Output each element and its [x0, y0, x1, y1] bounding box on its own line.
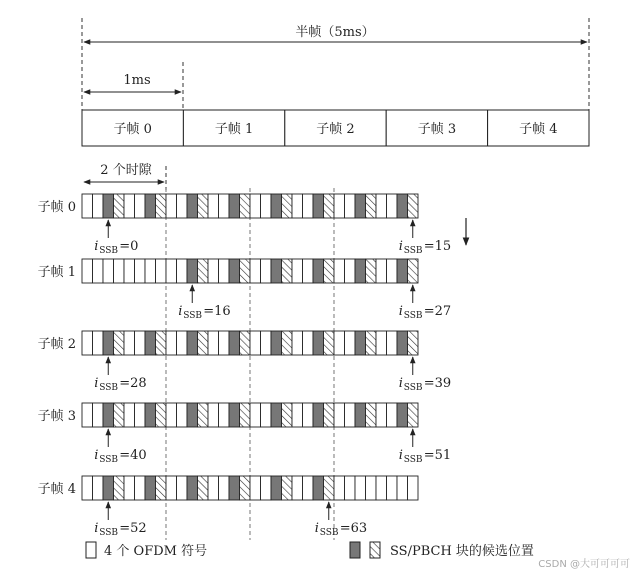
ssb-candidate-cell [324, 194, 335, 218]
ofdm-symbol-cell [408, 476, 419, 500]
issb-subscript: SSB [403, 246, 423, 256]
ssb-candidate-cell [355, 331, 366, 355]
ofdm-symbol-cell [82, 194, 93, 218]
ssb-candidate-cell [355, 403, 366, 427]
ofdm-symbol-cell [397, 476, 408, 500]
ssb-candidate-cell [324, 331, 335, 355]
ssb-candidate-cell [229, 259, 240, 283]
subframe-row [38, 259, 418, 283]
issb-symbol: i [398, 304, 403, 319]
issb-value: =15 [423, 239, 452, 254]
issb-annotation [399, 357, 451, 393]
ofdm-symbol-cell [387, 403, 398, 427]
ofdm-symbol-cell [334, 403, 345, 427]
ssb-candidate-cell [156, 476, 167, 500]
ofdm-symbol-cell [93, 476, 104, 500]
issb-symbol: i [94, 448, 99, 463]
ssb-candidate-cell [313, 194, 324, 218]
ssb-candidate-cell [366, 194, 377, 218]
ofdm-symbol-cell [135, 476, 146, 500]
ofdm-symbol-cell [345, 259, 356, 283]
ofdm-symbol-cell [208, 259, 219, 283]
ssb-candidate-cell [282, 476, 293, 500]
ssb-candidate-cell [271, 403, 282, 427]
ofdm-symbol-cell [250, 476, 261, 500]
ofdm-symbol-cell [355, 476, 366, 500]
ssb-candidate-cell [156, 403, 167, 427]
ofdm-symbol-cell [93, 331, 104, 355]
ofdm-symbol-cell [376, 476, 387, 500]
ofdm-symbol-cell [387, 194, 398, 218]
ofdm-symbol-cell [82, 259, 93, 283]
ssb-candidate-cell [366, 331, 377, 355]
ofdm-symbol-cell [156, 259, 167, 283]
legend-ssb-hatched-swatch [370, 542, 380, 558]
ssb-candidate-cell [408, 331, 419, 355]
subframe-row [38, 403, 418, 427]
ofdm-symbol-cell [208, 476, 219, 500]
issb-value: =40 [119, 448, 147, 463]
ofdm-symbol-cell [219, 259, 230, 283]
issb-symbol: i [398, 239, 403, 254]
ssb-candidate-cell [145, 331, 156, 355]
issb-subscript: SSB [319, 528, 339, 538]
row-label: 子帧 1 [37, 265, 76, 280]
ssb-candidate-cell [114, 331, 125, 355]
ofdm-symbol-cell [124, 194, 135, 218]
ofdm-symbol-cell [261, 331, 272, 355]
subframe-row [38, 331, 418, 355]
ssb-candidate-cell [271, 259, 282, 283]
ssb-candidate-cell [397, 259, 408, 283]
issb-symbol: i [398, 448, 403, 463]
watermark: CSDN @大可可可可 [538, 559, 630, 570]
ofdm-symbol-cell [177, 331, 188, 355]
ofdm-symbol-cell [303, 403, 314, 427]
ssb-candidate-cell [408, 403, 419, 427]
issb-subscript: SSB [99, 528, 119, 538]
ssb-candidate-cell [229, 331, 240, 355]
ssb-candidate-cell [156, 194, 167, 218]
ofdm-symbol-cell [219, 194, 230, 218]
ssb-candidate-cell [240, 403, 251, 427]
subframe-box-label: 子帧 4 [519, 122, 558, 137]
ssb-candidate-cell [103, 194, 114, 218]
ssb-candidate-cell [324, 403, 335, 427]
issb-symbol: i [94, 521, 99, 536]
ssb-candidate-cell [240, 476, 251, 500]
ofdm-symbol-cell [166, 476, 177, 500]
ssb-candidate-cell [282, 331, 293, 355]
ofdm-symbol-cell [208, 403, 219, 427]
ofdm-symbol-cell [82, 476, 93, 500]
ssb-candidate-cell [198, 194, 209, 218]
ofdm-symbol-cell [177, 403, 188, 427]
ofdm-symbol-cell [334, 259, 345, 283]
ssb-candidate-cell [271, 331, 282, 355]
ofdm-symbol-cell [208, 331, 219, 355]
ofdm-symbol-cell [292, 331, 303, 355]
ssb-candidate-cell [271, 476, 282, 500]
ofdm-symbol-cell [177, 194, 188, 218]
issb-symbol: i [178, 304, 183, 319]
ssb-candidate-cell [355, 194, 366, 218]
ssb-candidate-cell [313, 476, 324, 500]
ssb-candidate-cell [229, 194, 240, 218]
ofdm-symbol-cell [292, 403, 303, 427]
ofdm-symbol-cell [292, 194, 303, 218]
ofdm-symbol-cell [345, 194, 356, 218]
legend-ssb-label: SS/PBCH 块的候选位置 [390, 544, 534, 559]
ofdm-symbol-cell [387, 331, 398, 355]
legend-ssb-dark-swatch [350, 542, 360, 558]
issb-value: =52 [119, 521, 147, 536]
issb-value: =51 [423, 448, 452, 463]
ofdm-symbol-cell [292, 476, 303, 500]
issb-symbol: i [94, 376, 99, 391]
ssb-candidate-cell [229, 476, 240, 500]
ofdm-symbol-cell [303, 194, 314, 218]
ofdm-symbol-cell [82, 403, 93, 427]
ofdm-symbol-cell [93, 259, 104, 283]
ssb-candidate-cell [408, 259, 419, 283]
ssb-candidate-cell [156, 331, 167, 355]
issb-annotation [94, 357, 146, 393]
ssb-candidate-cell [397, 403, 408, 427]
subframe-box-label: 子帧 2 [316, 122, 355, 137]
ssb-candidate-cell [313, 259, 324, 283]
issb-value: =39 [423, 376, 452, 391]
ssb-candidate-cell [198, 476, 209, 500]
row-label: 子帧 3 [37, 409, 76, 424]
ssb-candidate-cell [187, 403, 198, 427]
ssb-candidate-cell [103, 331, 114, 355]
ofdm-symbol-cell [303, 259, 314, 283]
ofdm-symbol-cell [124, 259, 135, 283]
ofdm-symbol-cell [124, 476, 135, 500]
issb-subscript: SSB [99, 246, 119, 256]
ssb-candidate-cell [187, 476, 198, 500]
ofdm-symbol-cell [103, 259, 114, 283]
ssb-candidate-cell [187, 194, 198, 218]
ofdm-symbol-cell [376, 331, 387, 355]
issb-subscript: SSB [99, 383, 119, 393]
issb-annotation [178, 285, 230, 321]
ofdm-symbol-cell [250, 331, 261, 355]
ofdm-symbol-cell [93, 403, 104, 427]
ofdm-symbol-cell [177, 476, 188, 500]
subframe-box-label: 子帧 3 [417, 122, 457, 137]
ssb-candidate-cell [397, 331, 408, 355]
ssb-candidate-cell [145, 194, 156, 218]
ssb-candidate-cell [313, 403, 324, 427]
issb-subscript: SSB [99, 455, 119, 465]
ofdm-symbol-cell [250, 403, 261, 427]
ofdm-symbol-cell [124, 331, 135, 355]
ssb-candidate-cell [145, 476, 156, 500]
subframe-box-label: 子帧 0 [113, 122, 152, 137]
ofdm-symbol-cell [387, 259, 398, 283]
ofdm-symbol-cell [135, 194, 146, 218]
ofdm-symbol-cell [334, 331, 345, 355]
row-label: 子帧 2 [37, 337, 76, 352]
ssb-candidate-cell [145, 403, 156, 427]
ofdm-symbol-cell [135, 331, 146, 355]
ofdm-symbol-cell [219, 403, 230, 427]
ofdm-symbol-cell [219, 331, 230, 355]
subframe-row [38, 476, 418, 500]
ofdm-symbol-cell [135, 403, 146, 427]
ofdm-symbol-cell [261, 476, 272, 500]
ssb-candidate-cell [324, 476, 335, 500]
ssb-candidate-cell [240, 194, 251, 218]
issb-symbol: i [94, 239, 99, 254]
issb-subscript: SSB [403, 311, 423, 321]
issb-symbol: i [398, 376, 403, 391]
issb-value: =0 [119, 239, 139, 254]
ofdm-symbol-cell [345, 331, 356, 355]
ofdm-symbol-cell [292, 259, 303, 283]
one-ms-label: 1ms [123, 73, 151, 88]
ofdm-symbol-cell [261, 194, 272, 218]
issb-annotation [315, 502, 367, 538]
ofdm-symbol-cell [166, 403, 177, 427]
issb-annotation [399, 285, 451, 321]
ssb-candidate-cell [282, 259, 293, 283]
ssb-candidate-cell [103, 476, 114, 500]
row-label: 子帧 4 [37, 482, 76, 497]
ofdm-symbol-cell [166, 331, 177, 355]
ofdm-symbol-cell [250, 194, 261, 218]
ofdm-symbol-cell [166, 259, 177, 283]
issb-value: =27 [423, 304, 452, 319]
legend-symbol-swatch [86, 542, 96, 558]
ssb-candidate-cell [198, 259, 209, 283]
ofdm-symbol-cell [376, 194, 387, 218]
ssb-candidate-cell [103, 403, 114, 427]
issb-annotation [94, 502, 146, 538]
subframe-row [38, 194, 418, 218]
subframe-bar [82, 110, 589, 146]
ssb-candidate-cell [355, 259, 366, 283]
ssb-candidate-cell [324, 259, 335, 283]
ofdm-symbol-cell [124, 403, 135, 427]
issb-subscript: SSB [183, 311, 203, 321]
ssb-candidate-cell [198, 331, 209, 355]
ssb-candidate-cell [229, 403, 240, 427]
two-slots-label: 2 个时隙 [100, 163, 152, 178]
ofdm-symbol-cell [145, 259, 156, 283]
issb-symbol: i [314, 521, 319, 536]
ofdm-symbol-cell [366, 476, 377, 500]
ofdm-symbol-cell [334, 194, 345, 218]
ofdm-symbol-cell [387, 476, 398, 500]
ssb-candidate-cell [282, 194, 293, 218]
legend-symbol-label: 4 个 OFDM 符号 [104, 544, 208, 559]
ofdm-symbol-cell [166, 194, 177, 218]
issb-subscript: SSB [403, 383, 423, 393]
issb-value: =63 [339, 521, 368, 536]
subframe-box-label: 子帧 1 [214, 122, 254, 137]
issb-annotation [94, 220, 138, 256]
issb-annotation [399, 220, 451, 256]
ofdm-symbol-cell [93, 194, 104, 218]
ofdm-symbol-cell [345, 403, 356, 427]
ssb-candidate-cell [313, 331, 324, 355]
ofdm-symbol-cell [208, 194, 219, 218]
ssb-candidate-cell [366, 403, 377, 427]
issb-value: =16 [203, 304, 231, 319]
ssb-candidate-cell [198, 403, 209, 427]
ssb-candidate-cell [114, 476, 125, 500]
ssb-candidate-cell [240, 259, 251, 283]
ofdm-symbol-cell [114, 259, 125, 283]
ssb-candidate-cell [366, 259, 377, 283]
ssb-candidate-cell [271, 194, 282, 218]
issb-value: =28 [119, 376, 147, 391]
ofdm-symbol-cell [261, 403, 272, 427]
ssb-candidate-cell [187, 331, 198, 355]
ofdm-symbol-cell [345, 476, 356, 500]
ofdm-symbol-cell [219, 476, 230, 500]
row-label: 子帧 0 [37, 200, 76, 215]
ofdm-symbol-cell [177, 259, 188, 283]
ofdm-symbol-cell [303, 331, 314, 355]
ssb-candidate-cell [114, 403, 125, 427]
ofdm-symbol-cell [376, 259, 387, 283]
ssb-candidate-cell [282, 403, 293, 427]
half-frame-label: 半帧（5ms） [295, 25, 375, 40]
ofdm-symbol-cell [303, 476, 314, 500]
issb-annotation [399, 429, 451, 465]
ofdm-symbol-cell [334, 476, 345, 500]
ofdm-symbol-cell [135, 259, 146, 283]
ssb-candidate-cell [187, 259, 198, 283]
issb-annotation [94, 429, 146, 465]
ofdm-symbol-cell [376, 403, 387, 427]
ofdm-symbol-cell [261, 259, 272, 283]
issb-subscript: SSB [403, 455, 423, 465]
ssb-candidate-cell [408, 194, 419, 218]
ofdm-symbol-cell [82, 331, 93, 355]
ssb-candidate-cell [114, 194, 125, 218]
ofdm-symbol-cell [250, 259, 261, 283]
ssb-candidate-cell [397, 194, 408, 218]
ssb-candidate-cell [240, 331, 251, 355]
